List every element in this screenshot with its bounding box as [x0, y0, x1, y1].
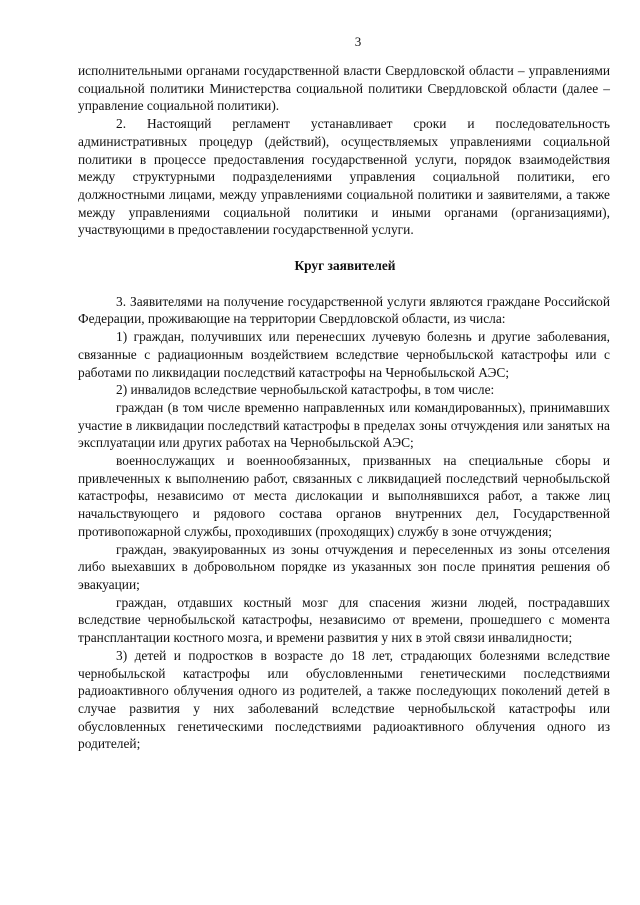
page-number: 3 — [354, 34, 362, 49]
list-item: граждан, эвакуированных из зоны отчуждения и переселенных из зоны отселения либо выехавших в добровольном порядке из указанных зон после принятия решения об эвакуации; — [78, 541, 610, 592]
list-item: военнослужащих и военнообязанных, призванных на специальные сборы и привлеченных к выполнению работ, связанных с ликвидацией последствий чернобыльской катастрофы, независимо от места дислокации и выполнявшихся работ, а также лиц начальствующего и рядового состава органов внутренних дел, Государственной противопожарной службы, проходивших (проходящих) службу в зоне отчуждения; — [78, 453, 610, 539]
paragraph-item-2: 2. Настоящий регламент устанавливает сроки и последовательность административных процедур (действий), осуществляемых управлениями социальной политики в процессе предоставления государственной услуги, порядок взаимодействия между структурными подразделениями управления социальной политики, его должностными лицами, между управлениями социальной политики и заявителями, а также между управлениями социальной политики и иными органами (организациями), участвующими в предоставлении государственной услуги. — [78, 116, 610, 238]
paragraph-item-3: 3. Заявителями на получение государственной услуги являются граждане Российской Федерации, проживающие на территории Свердловской области, из числа: — [78, 293, 610, 327]
list-item: 1) граждан, получивших или перенесших лучевую болезнь и другие заболевания, связанные с радиационным воздействием вследствие чернобыльской катастрофы или с работами по ликвидации последствий катастрофы на Чернобыльской АЭС; — [78, 329, 610, 380]
list-item: граждан (в том числе временно направленных или командированных), принимавших участие в ликвидации последствий катастрофы в пределах зоны отчуждения или занятых на эксплуатации или других работах на Чернобыльской АЭС; — [78, 399, 610, 451]
list-item: 2) инвалидов вследствие чернобыльской катастрофы, в том числе: — [116, 382, 495, 398]
section-heading: Круг заявителей — [294, 258, 396, 274]
list-item: граждан, отдавших костный мозг для спасения жизни людей, пострадавших вследствие чернобыльской катастрофы, независимо от времени, прошедшего с момента трансплантации костного мозга, и времени развития у них в этой связи инвалидности; — [78, 594, 610, 646]
paragraph-group-bottom — [78, 293, 610, 753]
list-item: 3) детей и подростков в возрасте до 18 лет, страдающих болезнями вследствие чернобыльской катастрофы или обусловленными генетическими последствиями радиоактивного облучения одного из родителей, а также последующих поколений детей в случае развития у них заболеваний вследствие чернобыльской катастрофы или обусловленных генетическими последствиями радиоактивного облучения одного из родителей; — [78, 647, 610, 752]
paragraph-group-top — [78, 62, 610, 239]
paragraph: исполнительными органами государственной власти Свердловской области – управлениями социальной политики Министерства социальной политики Свердловской области (далее – управление социальной политики). — [78, 63, 610, 114]
